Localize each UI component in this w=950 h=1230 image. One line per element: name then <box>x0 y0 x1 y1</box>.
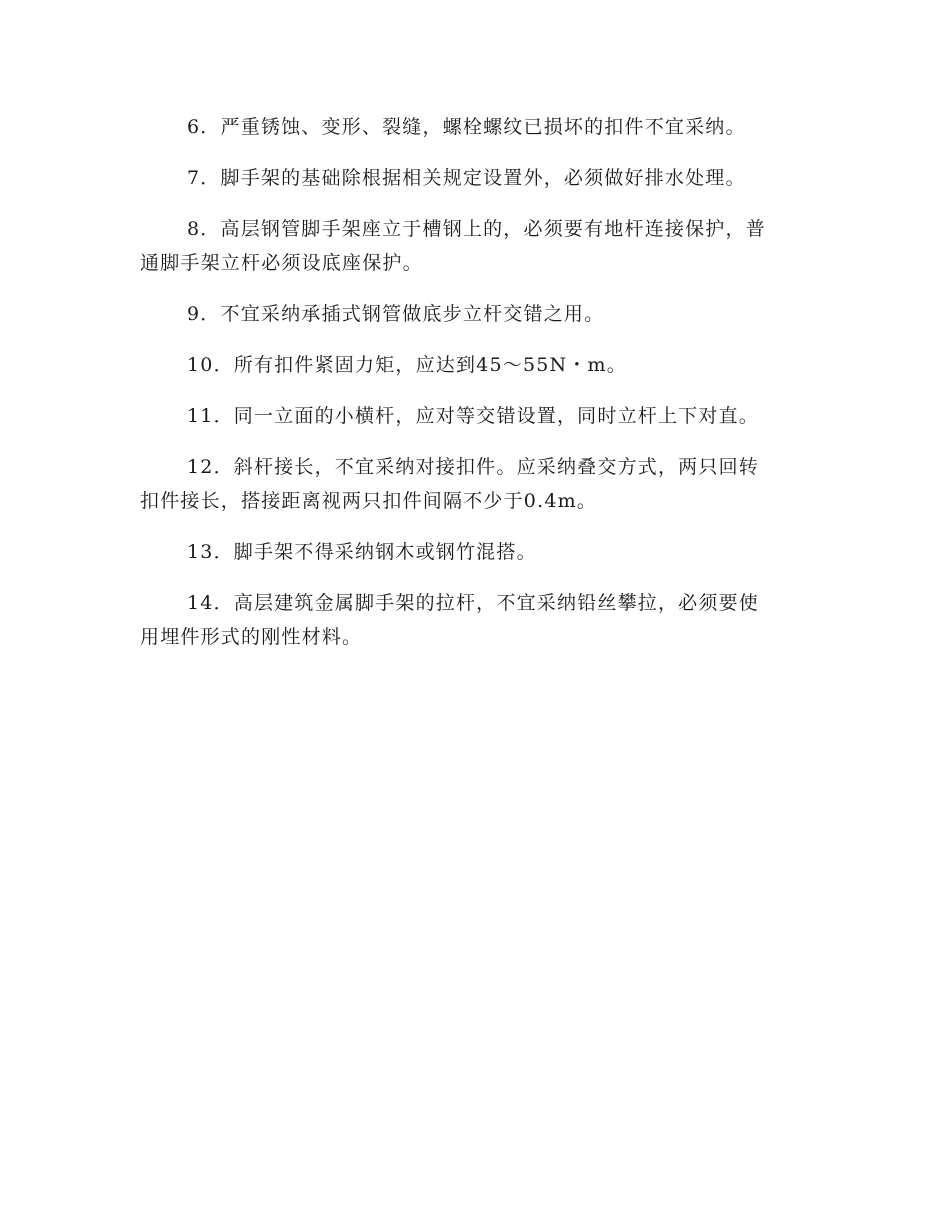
document-body <box>140 110 812 671</box>
rule-item-14 <box>140 586 812 654</box>
rule-text-line: 14．高层建筑金属脚手架的拉杆，不宜采纳铅丝攀拉，必须要使 <box>187 592 759 614</box>
rule-text-line: 8．高层钢管脚手架座立于槽钢上的，必须要有地杆连接保护，普 <box>187 218 766 240</box>
rule-text-line: 7．脚手架的基础除根据相关规定设置外，必须做好排水处理。 <box>187 167 746 189</box>
rule-text-line: 11．同一立面的小横杆，应对等交错设置，同时立杆上下对直。 <box>187 405 759 427</box>
rule-item-6 <box>140 110 812 144</box>
rule-text-line: 9．不宜采纳承插式钢管做底步立杆交错之用。 <box>187 303 605 325</box>
rule-item-8 <box>140 212 812 280</box>
rule-item-13 <box>140 535 812 569</box>
rule-text-line: 6．严重锈蚀、变形、裂缝，螺栓螺纹已损坏的扣件不宜采纳。 <box>187 116 746 138</box>
rule-text-line: 10．所有扣件紧固力矩，应达到45～55N・m。 <box>187 354 627 376</box>
rule-item-7 <box>140 161 812 195</box>
rule-text-line: 通脚手架立杆必须设底座保护。 <box>140 252 423 274</box>
rule-item-12 <box>140 450 812 518</box>
rule-text-line: 用埋件形式的刚性材料。 <box>140 626 363 648</box>
rule-text-line: 12．斜杆接长，不宜采纳对接扣件。应采纳叠交方式，两只回转 <box>187 456 759 478</box>
rule-item-9 <box>140 297 812 331</box>
rule-item-10 <box>140 348 812 382</box>
rule-item-11 <box>140 399 812 433</box>
rule-text-line: 扣件接长，搭接距离视两只扣件间隔不少于0.4m。 <box>140 490 598 512</box>
rule-text-line: 13．脚手架不得采纳钢木或钢竹混搭。 <box>187 541 537 563</box>
